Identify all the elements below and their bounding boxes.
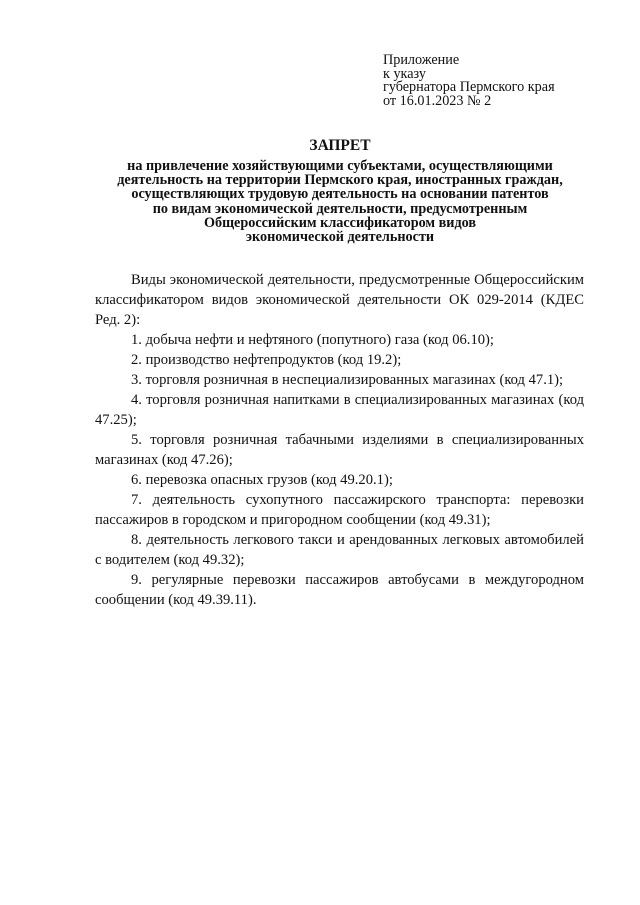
list-item: 1. добыча нефти и нефтяного (попутного) газа (код 06.10);: [131, 332, 494, 348]
annex-block: [383, 54, 555, 108]
list-item: 2. производство нефтепродуктов (код 19.2);: [131, 352, 402, 368]
annex-line-4: от 16.01.2023 № 2: [383, 92, 492, 109]
subtitle-line: Общероссийским классификатором видов: [203, 214, 477, 231]
subtitle-line: деятельность на территории Пермского края, иностранных граждан,: [117, 172, 563, 189]
list-item: 7. деятельность сухопутного пассажирского транспорта: перевозки пассажиров в городском и пригородном сообщении (код 49.31);: [95, 492, 584, 528]
list-item: 4. торговля розничная напитками в специализированных магазинах (код 47.25);: [95, 392, 584, 428]
document-title: ЗАПРЕТ: [309, 137, 371, 154]
document-body: [95, 270, 584, 610]
list-item: 6. перевозка опасных грузов (код 49.20.1);: [131, 472, 393, 488]
document-title-block: [60, 137, 620, 244]
list-item: 3. торговля розничная в неспециализированных магазинах (код 47.1);: [131, 372, 564, 388]
list-item: 9. регулярные перевозки пассажиров автобусами в междугородном сообщении (код 49.39.11).: [95, 572, 584, 608]
list-item: 8. деятельность легкового такси и арендованных легковых автомобилей с водителем (код 49.32);: [95, 532, 584, 568]
annex-line-2: к указу: [383, 65, 426, 82]
annex-line-3: губернатора Пермского края: [383, 79, 555, 96]
subtitle-line: на привлечение хозяйствующими субъектами, осуществляющими: [127, 158, 553, 174]
intro-paragraph: Виды экономической деятельности, предусмотренные Общероссийским классификатором видов экономической деятельности ОК 029-2014 (КДЕС Ред. 2):: [95, 272, 584, 328]
annex-line-1: Приложение: [383, 52, 460, 68]
subtitle-line: экономической деятельности: [245, 229, 435, 246]
subtitle-line: осуществляющих трудовую деятельность на основании патентов: [131, 186, 549, 203]
list-item: 5. торговля розничная табачными изделиями в специализированных магазинах (код 47.26);: [95, 432, 584, 468]
subtitle-line: по видам экономической деятельности, предусмотренным: [152, 200, 528, 217]
